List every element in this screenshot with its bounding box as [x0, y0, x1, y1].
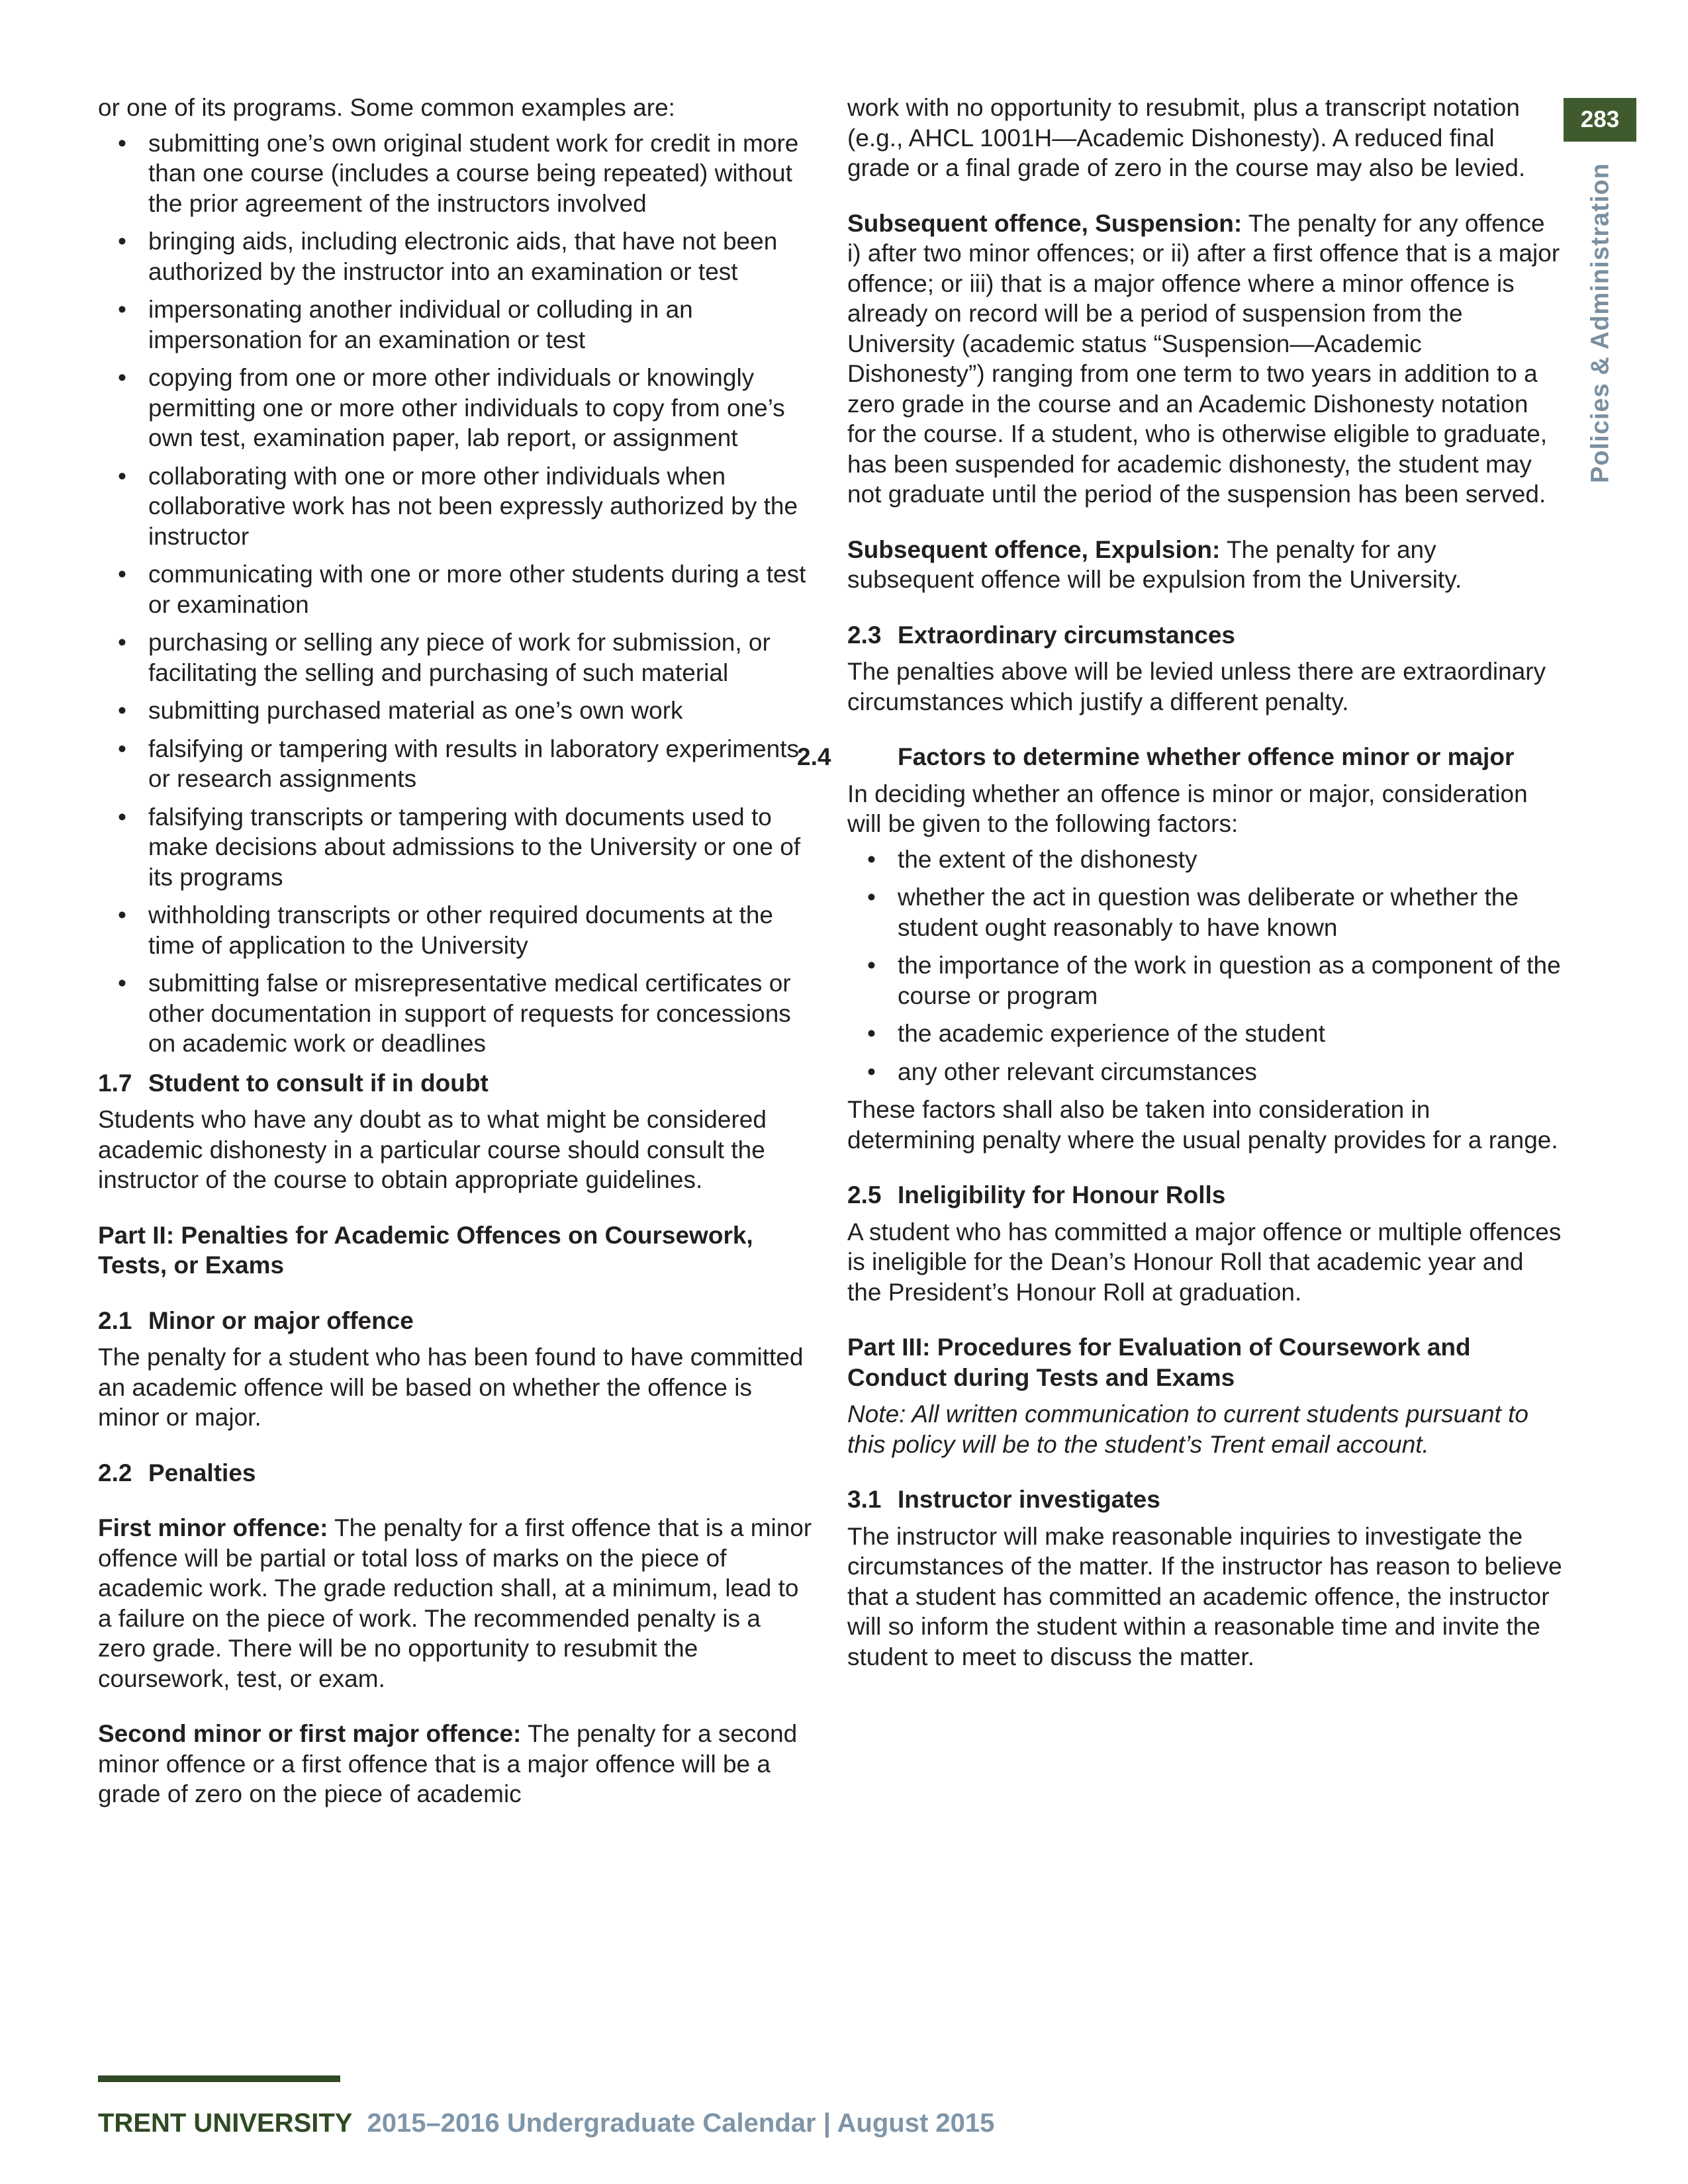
heading-2-4: 2.4 Factors to determine whether offence minor or major — [797, 743, 1515, 770]
list-item: • submitting purchased material as one’s own work — [98, 696, 813, 726]
suspension-paragraph: Subsequent offence, Suspension: The penalty for any offence i) after two minor offences; or ii) after a first offence that is a major offence; or iii) that is a major offence where a minor offence is already on record will be a period of suspension from the University (academic status “Suspension—Academic Dishonesty”) ranging from one term to two years in addition to a zero grade in the course and an Academic Dishonesty notation for the course. If a student, who is otherwise eligible to graduate, has been suspended for academic dishonesty, the student may not graduate until the period of the suspension has been served. — [847, 209, 1560, 508]
list-item: • whether the act in question was deliberate or whether the student ought reasonably to have known — [847, 882, 1562, 942]
examples-list — [98, 128, 813, 1059]
list-item: • the extent of the dishonesty — [847, 844, 1562, 875]
heading-2-1: 2.1 Minor or major offence — [98, 1306, 414, 1334]
body-2-3: The penalties above will be levied unless there are extraordinary circumstances which justify a different penalty. — [847, 658, 1546, 715]
list-item: • any other relevant circumstances — [847, 1057, 1562, 1087]
heading-3-1: 3.1 Instructor investigates — [847, 1486, 1160, 1513]
list-item: • the importance of the work in question as a component of the course or program — [847, 950, 1562, 1011]
heading-part-3: Part III: Procedures for Evaluation of Coursework and Conduct during Tests and Exams — [847, 1334, 1471, 1391]
left-column — [98, 93, 813, 1835]
body-2-5: A student who has committed a major offence or multiple offences is ineligible for the Dean’s Honour Roll that academic year and the President’s Honour Roll at graduation. — [847, 1218, 1562, 1306]
footer-calendar: 2015–2016 Undergraduate Calendar | August 2015 — [367, 2109, 995, 2138]
body-2-4-intro: In deciding whether an offence is minor or major, consideration will be given to the following factors: — [847, 780, 1528, 837]
page-footer — [98, 2109, 994, 2138]
body-2-1: The penalty for a student who has been found to have committed an academic offence will be based on whether the offence is minor or major. — [98, 1343, 804, 1431]
page-number: 283 — [1564, 98, 1636, 142]
body-3-1: The instructor will make reasonable inquiries to investigate the circumstances of the matter. If the instructor has reason to believe that a student has committed an academic offence, the instructor will so inform the student within a reasonable time and invite the student to meet to discuss the matter. — [847, 1522, 1562, 1670]
list-item: • bringing aids, including electronic aids, that have not been authorized by the instructor into an examination or test — [98, 226, 813, 287]
heading-part-2: Part II: Penalties for Academic Offences on Coursework, Tests, or Exams — [98, 1221, 753, 1279]
examples-intro: or one of its programs. Some common examples are: — [98, 94, 675, 121]
list-item: • falsifying transcripts or tampering with documents used to make decisions about admissions to the University or one of its programs — [98, 802, 813, 893]
body-2-4-outro: These factors shall also be taken into consideration in determining penalty where the usual penalty provides for a range. — [847, 1096, 1558, 1154]
list-item: • falsifying or tampering with results in laboratory experiments or research assignments — [98, 734, 813, 794]
second-minor-offence: Second minor or first major offence: The penalty for a second minor offence or a first offence that is a major offence will be a grade of zero on the piece of academic — [98, 1720, 798, 1807]
footer-rule — [98, 2075, 340, 2082]
body-1-7: Students who have any doubt as to what might be considered academic dishonesty in a particular course should consult the instructor of the course to obtain appropriate guidelines. — [98, 1106, 767, 1193]
part-3-note: Note: All written communication to current students pursuant to this policy will be to the student’s Trent email account. — [847, 1400, 1528, 1458]
right-column — [797, 93, 1562, 1697]
heading-2-2: 2.2 Penalties — [98, 1459, 256, 1486]
list-item: • impersonating another individual or colluding in an impersonation for an examination or test — [98, 295, 813, 355]
list-item: • communicating with one or more other students during a test or examination — [98, 559, 813, 619]
list-item: • copying from one or more other individuals or knowingly permitting one or more other individuals to copy from one’s own test, examination paper, lab report, or assignment — [98, 363, 813, 453]
list-item: • submitting one’s own original student work for credit in more than one course (includes a course being repeated) without the prior agreement of the instructors involved — [98, 128, 813, 219]
list-item: • the academic experience of the student — [847, 1019, 1562, 1049]
list-item: • withholding transcripts or other required documents at the time of application to the University — [98, 900, 813, 960]
list-item: • collaborating with one or more other individuals when collaborative work has not been expressly authorized by the instructor — [98, 461, 813, 552]
list-item: • submitting false or misrepresentative medical certificates or other documentation in support of requests for concessions on academic work or deadlines — [98, 968, 813, 1059]
penalty-continuation: work with no opportunity to resubmit, plus a transcript notation (e.g., AHCL 1001H—Academic Dishonesty). A reduced final grade or a final grade of zero in the course may also be levied. — [847, 94, 1526, 181]
heading-1-7: 1.7 Student to consult if in doubt — [98, 1069, 489, 1097]
footer-university: TRENT UNIVERSITY — [98, 2109, 353, 2138]
first-minor-offence: First minor offence: The penalty for a first offence that is a minor offence will be partial or total loss of marks on the piece of academic work. The grade reduction shall, at a minimum, lead to a failure on the piece of work. The recommended penalty is a zero grade. There will be no opportunity to resubmit the coursework, test, or exam. — [98, 1514, 812, 1692]
list-item: • purchasing or selling any piece of work for submission, or facilitating the selling and purchasing of such material — [98, 627, 813, 688]
heading-2-3: 2.3 Extraordinary circumstances — [847, 621, 1236, 649]
expulsion-paragraph: Subsequent offence, Expulsion: The penalty for any subsequent offence will be expulsion from the University. — [847, 535, 1462, 593]
factors-list — [847, 844, 1562, 1087]
section-side-label: Policies & Administration — [1586, 163, 1615, 483]
heading-2-5: 2.5 Ineligibility for Honour Rolls — [847, 1181, 1226, 1208]
